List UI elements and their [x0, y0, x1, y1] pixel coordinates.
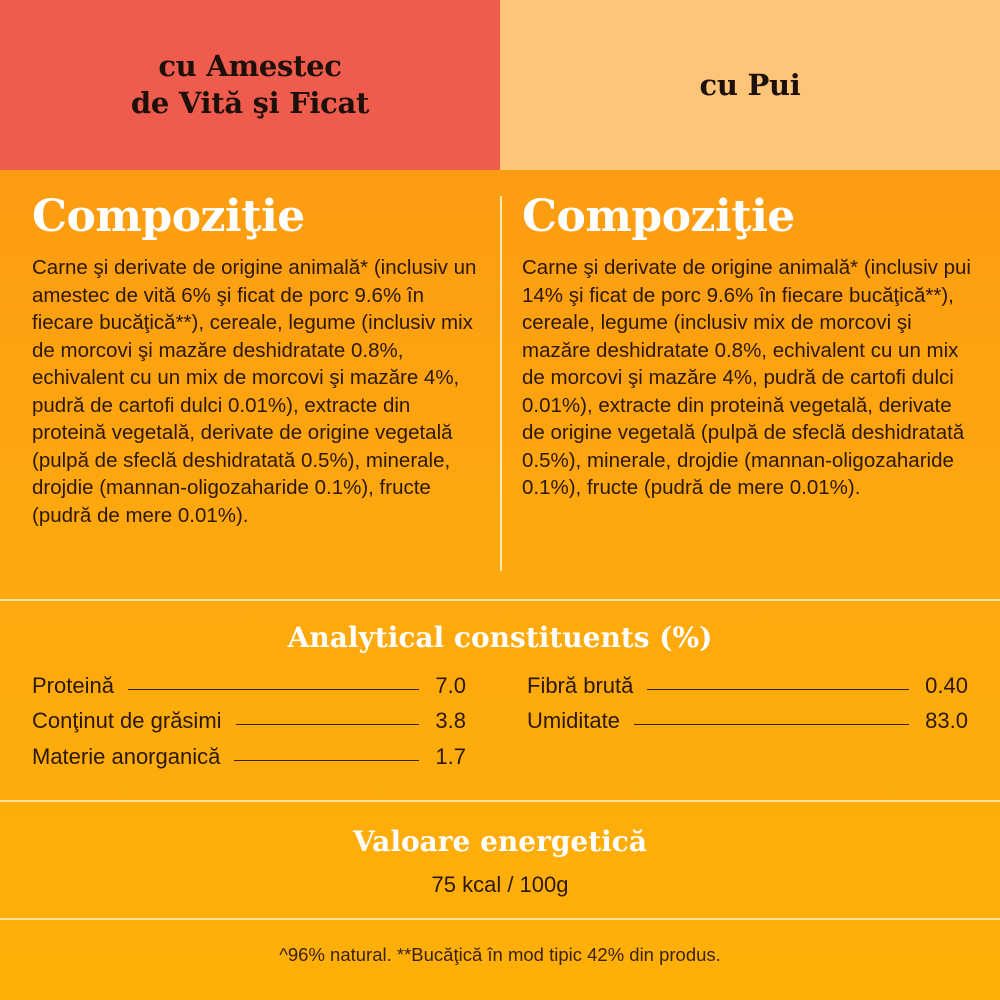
variant-header-chicken — [500, 0, 1000, 170]
constituent-value: 0.40 — [925, 673, 968, 698]
constituent-name: Materie anorganică — [32, 744, 221, 769]
variant-title-line2: de Vită şi Ficat — [130, 86, 370, 120]
leader-line — [236, 724, 420, 725]
column-divider — [500, 196, 502, 571]
constituent-name: Fibră brută — [527, 673, 634, 698]
composition-text: Carne şi derivate de origine animală* (inclusiv un amestec de vită 6% şi ficat de porc 9.6% în fiecare bucăţică**), cereale, legume (inclusiv mix de morcovi şi mazăre deshidratate 0.8%, echivalent cu un mix de morcovi şi mazăre 4%, pudră de cartofi dulci 0.01%), extracte din proteină vegetală, derivate de origine vegetală (pulpă de sfeclă deshidratată 0.5%), minerale, drojdie (mannan-oligozaharide 0.1%), fructe (pudră de mere 0.01%). — [32, 256, 477, 527]
energy-value: 75 kcal / 100g — [431, 872, 569, 897]
analytical-row — [527, 673, 968, 705]
analytical-row — [32, 673, 466, 705]
analytical-title: Analytical constituents (%) — [287, 621, 713, 654]
leader-line — [128, 689, 419, 690]
section-divider — [0, 918, 1000, 920]
energy-title: Valoare energetică — [353, 825, 647, 858]
header-band — [0, 0, 1000, 170]
constituent-name: Proteină — [32, 673, 114, 698]
analytical-row — [32, 744, 466, 776]
variant-title-line1: cu Amestec — [158, 49, 342, 83]
constituent-value: 83.0 — [925, 708, 968, 733]
analytical-row — [32, 708, 466, 740]
composition-title: Compoziţie — [32, 191, 305, 242]
constituent-name: Conţinut de grăsimi — [32, 708, 222, 733]
constituent-value: 1.7 — [435, 744, 466, 769]
variant-header-beef-liver — [0, 0, 500, 170]
variant-title: cu Pui — [699, 67, 801, 102]
footnote: ^96% natural. **Bucăţică în mod tipic 42% din produs. — [279, 944, 721, 965]
section-divider — [0, 800, 1000, 802]
leader-line — [647, 689, 909, 690]
constituent-name: Umiditate — [527, 708, 620, 733]
composition-text: Carne şi derivate de origine animală* (inclusiv pui 14% şi ficat de porc 9.6% în fiecare bucăţică**), cereale, legume (inclusiv mix de morcovi şi mazăre deshidratate 0.8%, echivalent cu un mix de morcovi şi mazăre 4%, pudră de cartofi dulci 0.01%), extracte din proteină vegetală, derivate de origine vegetală (pulpă de sfeclă deshidratată 0.5%), minerale, drojdie (mannan-oligozaharide 0.1%), fructe (pudră de mere 0.01%). — [522, 256, 971, 499]
composition-title: Compoziţie — [522, 191, 795, 242]
leader-line — [234, 760, 419, 761]
constituent-value: 7.0 — [435, 673, 466, 698]
analytical-row — [527, 708, 968, 740]
constituent-value: 3.8 — [435, 708, 466, 733]
leader-line — [634, 724, 909, 725]
composition-column-chicken — [522, 190, 972, 502]
section-divider — [0, 599, 1000, 601]
composition-column-beef-liver — [32, 190, 482, 529]
